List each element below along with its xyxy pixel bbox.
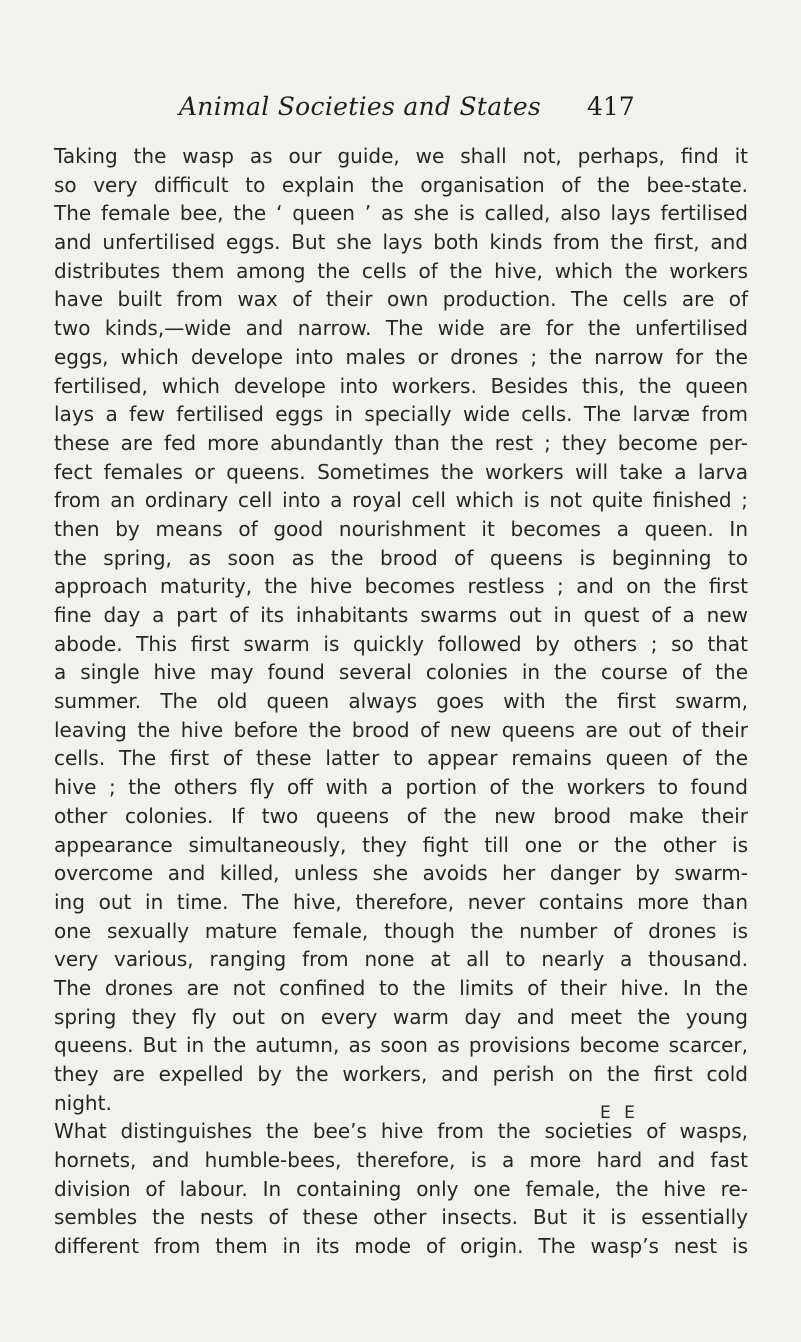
text-line: from an ordinary cell into a royal cell which is not quite finished ; — [54, 488, 748, 513]
text-line: overcome and killed, unless she avoids her danger by swarm- — [54, 861, 748, 886]
text-line: fect females or queens. Sometimes the workers will take a larva — [54, 459, 748, 484]
text-line: one sexually mature female, though the number of drones is — [54, 918, 748, 943]
text-line: approach maturity, the hive becomes restless ; and on the first — [54, 574, 748, 599]
text-line: leaving the hive before the brood of new queens are out of their — [54, 717, 748, 742]
text-line: these are fed more abundantly than the rest ; they become per- — [54, 430, 748, 455]
text-line: ing out in time. The hive, therefore, never contains more than — [54, 889, 748, 914]
page-number: 417 — [587, 92, 635, 121]
text-line: appearance simultaneously, they fight till one or the other is — [54, 832, 748, 857]
body-text — [54, 142, 748, 1261]
text-line: very various, ranging from none at all to nearly a thousand. — [54, 947, 748, 972]
text-line: the spring, as soon as the brood of queens is beginning to — [54, 545, 748, 570]
text-line: The female bee, the ‘ queen ’ as she is called, also lays fertilised — [54, 201, 748, 226]
text-line: they are expelled by the workers, and perish on the first cold — [54, 1062, 748, 1086]
text-line: Taking the wasp as our guide, we shall not, perhaps, find it — [54, 144, 748, 168]
text-line: summer. The old queen always goes with the first swarm, — [54, 689, 748, 714]
printer-signature-mark: E E — [600, 1103, 639, 1123]
text-line: cells. The first of these latter to appear remains queen of the — [54, 746, 748, 771]
text-line: The drones are not confined to the limits of their hive. In the — [54, 975, 748, 1000]
text-line: other colonies. If two queens of the new brood make their — [54, 803, 748, 828]
running-title: Animal Societies and States — [178, 92, 542, 121]
text-line: distributes them among the cells of the hive, which the workers — [54, 258, 748, 283]
text-line: fertilised, which develope into workers. Besides this, the queen — [54, 373, 748, 398]
text-line: a single hive may found several colonies in the course of the — [54, 660, 748, 685]
text-line: then by means of good nourishment it becomes a queen. In — [54, 516, 748, 541]
text-line: queens. But in the autumn, as soon as provisions become scarcer, — [54, 1033, 748, 1058]
text-line: eggs, which develope into males or drones ; the narrow for the — [54, 344, 748, 369]
text-line: abode. This first swarm is quickly followed by others ; so that — [54, 631, 748, 656]
text-line: different from them in its mode of origin. The wasp’s nest is — [54, 1234, 748, 1259]
text-line: have built from wax of their own production. The cells are of — [54, 287, 748, 312]
text-line: and unfertilised eggs. But she lays both kinds from the first, and — [54, 230, 748, 255]
text-line-paragraph-start: What distinguishes the bee’s hive from the societies of wasps, — [54, 1119, 748, 1144]
text-line: two kinds,—wide and narrow. The wide are for the unfertilised — [54, 316, 748, 341]
text-line: spring they fly out on every warm day and meet the young — [54, 1004, 748, 1029]
text-line: sembles the nests of these other insects. But it is essentially — [54, 1205, 748, 1230]
text-line: so very difficult to explain the organisation of the bee-state. — [54, 172, 748, 197]
text-line: fine day a part of its inhabitants swarms out in quest of a new — [54, 603, 748, 627]
text-line: division of labour. In containing only one female, the hive re- — [54, 1176, 748, 1201]
text-line: hornets, and humble-bees, therefore, is a more hard and fast — [54, 1148, 748, 1173]
text-line-paragraph-end: night. — [54, 1090, 112, 1115]
text-line: hive ; the others fly off with a portion of the workers to found — [54, 775, 748, 800]
text-line: lays a few fertilised eggs in specially wide cells. The larvæ from — [54, 402, 748, 427]
running-head — [0, 92, 801, 132]
